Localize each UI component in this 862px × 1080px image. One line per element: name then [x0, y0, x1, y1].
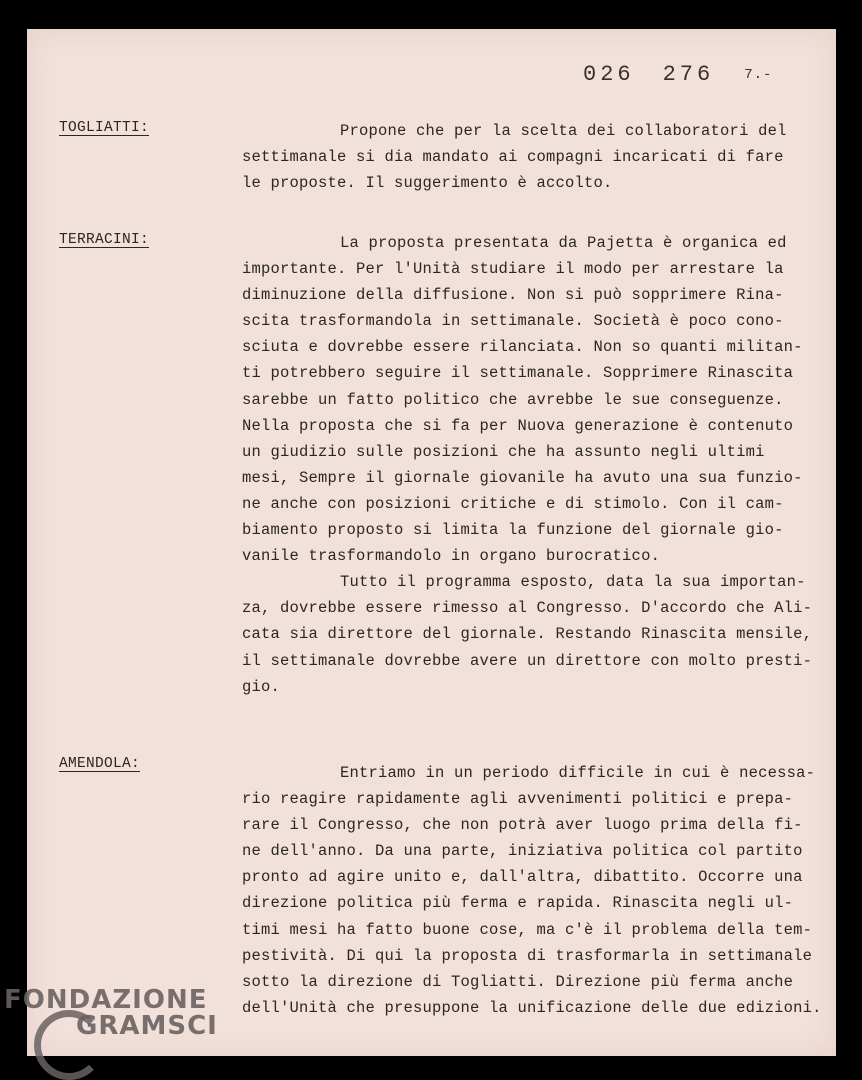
- text-line: sciuta e dovrebbe essere rilanciata. Non so quanti militan-: [242, 338, 803, 357]
- text-line: scita trasformandola in settimanale. Società è poco cono-: [242, 312, 784, 331]
- text-line: settimanale si dia mandato ai compagni incaricati di fare: [242, 148, 784, 167]
- text-line: La proposta presentata da Pajetta è organica ed: [340, 234, 787, 252]
- text-line: pestività. Di qui la proposta di trasformarla in settimanale: [242, 946, 813, 965]
- document-page: [27, 29, 836, 1056]
- text-line: pronto ad agire unito e, dall'altra, dibattito. Occorre una: [242, 868, 803, 887]
- text-line: ne anche con posizioni critiche e di stimolo. Con il cam-: [242, 494, 784, 513]
- text-line: diminuzione della diffusione. Non si può sopprimere Rina-: [242, 286, 784, 305]
- text-line: ne dell'anno. Da una parte, iniziativa politica col partito: [242, 842, 803, 861]
- text-line: dell'Unità che presuppone la unificazione delle due edizioni.: [242, 998, 822, 1017]
- paragraph-terracini: [242, 230, 827, 700]
- text-line: Nella proposta che si fa per Nuova generazione è contenuto: [242, 416, 794, 435]
- text-line: vanile trasformandolo in organo burocratico.: [242, 547, 661, 566]
- watermark: [4, 985, 218, 1041]
- watermark-line1: FONDAZIONE: [4, 985, 208, 1015]
- text-line: biamento proposto si limita la funzione del giornale gio-: [242, 521, 784, 540]
- text-line: il settimanale dovrebbe avere un direttore con molto presti-: [242, 651, 813, 670]
- watermark-line2: GRAMSCI: [76, 1011, 218, 1041]
- speaker-amendola: AMENDOLA:: [59, 756, 141, 772]
- text-line: timi mesi ha fatto buone cose, ma c'è il problema della tem-: [242, 920, 813, 939]
- paragraph-togliatti: [242, 118, 827, 196]
- text-line: Entriamo in un periodo difficile in cui è necessa-: [340, 764, 816, 782]
- text-line: sotto la direzione di Togliatti. Direzione più ferma anche: [242, 972, 794, 991]
- text-line: rare il Congresso, che non potrà aver luogo prima della fi-: [242, 816, 803, 835]
- speaker-togliatti: TOGLIATTI:: [59, 120, 150, 136]
- text-line: importante. Per l'Unità studiare il modo per arrestare la: [242, 260, 784, 279]
- text-line: sarebbe un fatto politico che avrebbe le sue conseguenze.: [242, 390, 784, 409]
- text-line: gio.: [242, 677, 281, 696]
- text-line: direzione politica più ferma e rapida. Rinascita negli ul-: [242, 894, 794, 913]
- paragraph-amendola: [242, 760, 827, 1021]
- text-line: Propone che per la scelta dei collaboratori del: [340, 122, 787, 140]
- text-line: za, dovrebbe essere rimesso al Congresso. D'accordo che Ali-: [242, 599, 813, 618]
- page-number-part3: 7.-: [744, 67, 773, 83]
- text-line: le proposte. Il suggerimento è accolto.: [242, 174, 613, 193]
- text-line: cata sia direttore del giornale. Restando Rinascita mensile,: [242, 625, 813, 644]
- text-line: ti potrebbero seguire il settimanale. Sopprimere Rinascita: [242, 364, 794, 383]
- page-number: [583, 62, 772, 87]
- text-line: mesi, Sempre il giornale giovanile ha avuto una sua funzio-: [242, 468, 803, 487]
- text-line: Tutto il programma esposto, data la sua importan-: [340, 573, 806, 592]
- text-line: un giudizio sulle posizioni che ha assunto negli ultimi: [242, 442, 765, 461]
- text-line: rio reagire rapidamente agli avvenimenti politici e prepa-: [242, 790, 794, 809]
- page-number-part2: 276: [662, 62, 715, 87]
- speaker-terracini: TERRACINI:: [59, 232, 150, 248]
- page-number-part1: 026: [583, 62, 635, 87]
